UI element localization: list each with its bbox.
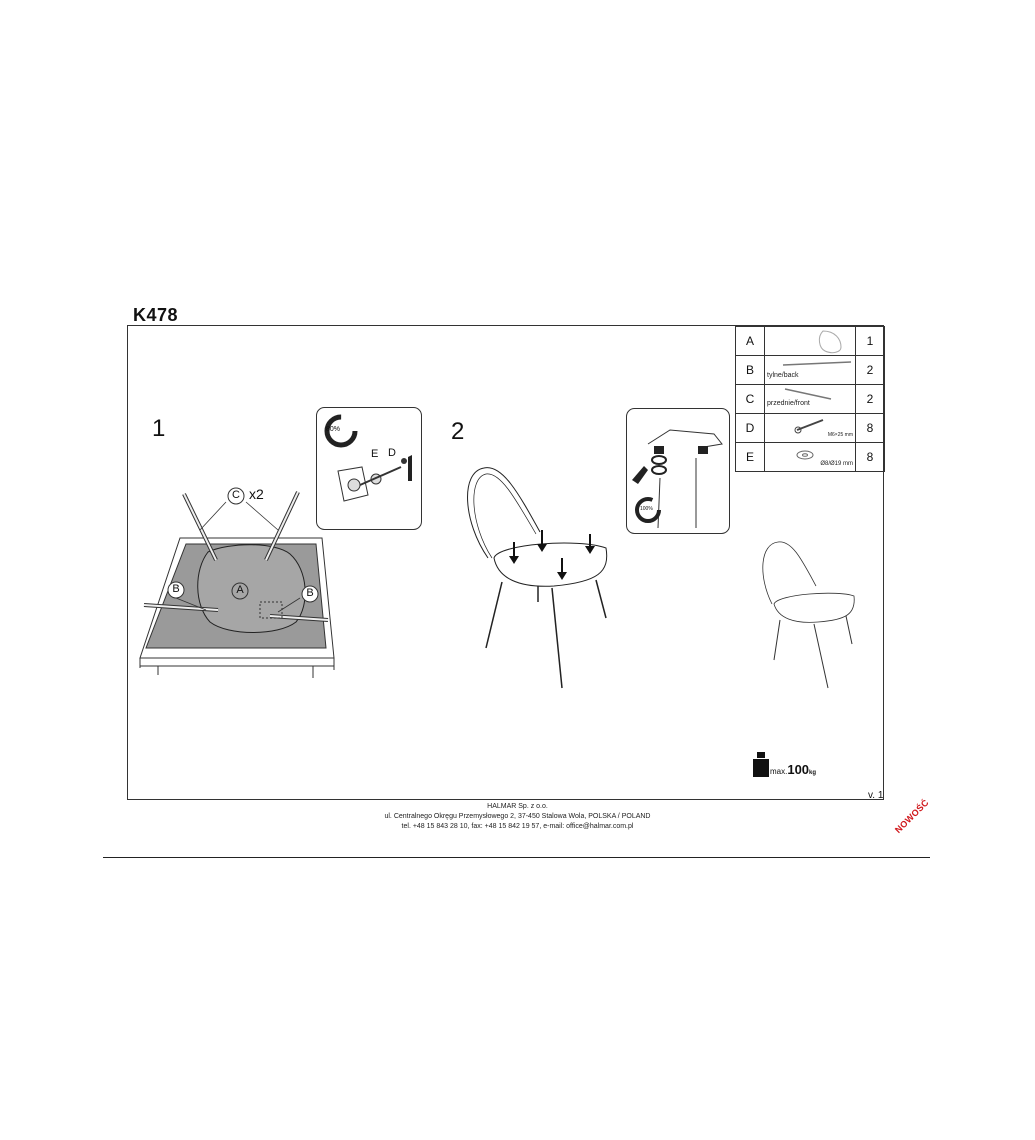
parts-row-c (736, 385, 885, 414)
part-caption: tylne/back (767, 372, 799, 379)
step2-chair-illustration (458, 462, 618, 694)
part-letter: A (736, 327, 765, 356)
part-caption: Ø8/Ø19 mm (820, 461, 853, 467)
callout-c-label: C (232, 489, 240, 501)
step2-detail-inset (626, 408, 730, 534)
max-load-prefix: max. (770, 767, 788, 776)
footer-divider (103, 857, 930, 858)
max-load-value: 100 (787, 762, 810, 777)
part-d-icon (765, 414, 856, 443)
part-letter: D (736, 414, 765, 443)
company-footer (0, 802, 1035, 832)
document-title: K478 (133, 305, 179, 325)
parts-row-e (736, 443, 885, 472)
max-load-unit: kg (809, 770, 817, 776)
part-qty: 1 (856, 327, 885, 356)
new-stamp: NOWOŚĆ (893, 797, 931, 836)
part-letter: C (736, 385, 765, 414)
part-b-icon (765, 356, 856, 385)
part-caption: M6×25 mm (827, 432, 853, 438)
callout-b-right-label: B (306, 587, 314, 599)
max-load-label (770, 762, 816, 777)
finished-chair-illustration (758, 540, 858, 692)
step1-illustration (138, 480, 338, 680)
part-letter: B (736, 356, 765, 385)
part-letter: E (736, 443, 765, 472)
part-qty: 8 (856, 414, 885, 443)
parts-row-a (736, 327, 885, 356)
part-qty: 2 (856, 385, 885, 414)
callout-a-label: A (236, 584, 244, 596)
part-c-icon (765, 385, 856, 414)
part-qty: 8 (856, 443, 885, 472)
version-label: v. 1 (868, 790, 884, 801)
part-qty: 2 (856, 356, 885, 385)
step-number-2: 2 (451, 418, 465, 445)
detail-label-e: E (371, 448, 379, 460)
parts-row-b (736, 356, 885, 385)
part-e-icon (765, 443, 856, 472)
detail-label-d: D (388, 447, 396, 459)
callout-b-left-label: B (172, 583, 180, 595)
weight-icon (752, 752, 770, 778)
part-a-icon (765, 327, 856, 356)
parts-table (735, 326, 885, 472)
parts-row-d (736, 414, 885, 443)
step2-rotation-percent: 100% (640, 506, 653, 512)
company-contact: tel. +48 15 843 28 10, fax: +48 15 842 19 57, e-mail: office@halmar.com.pl (401, 823, 634, 830)
step1-rotation-percent: 80% (326, 426, 341, 433)
step-number-1: 1 (152, 415, 166, 442)
company-name: HALMAR Sp. z o.o. (487, 803, 548, 810)
callout-multiplier: x2 (249, 486, 264, 502)
part-caption: przednie/front (767, 400, 810, 407)
company-address: ul. Centralnego Okręgu Przemysłowego 2, 37-450 Stalowa Wola, POLSKA / POLAND (384, 813, 651, 820)
